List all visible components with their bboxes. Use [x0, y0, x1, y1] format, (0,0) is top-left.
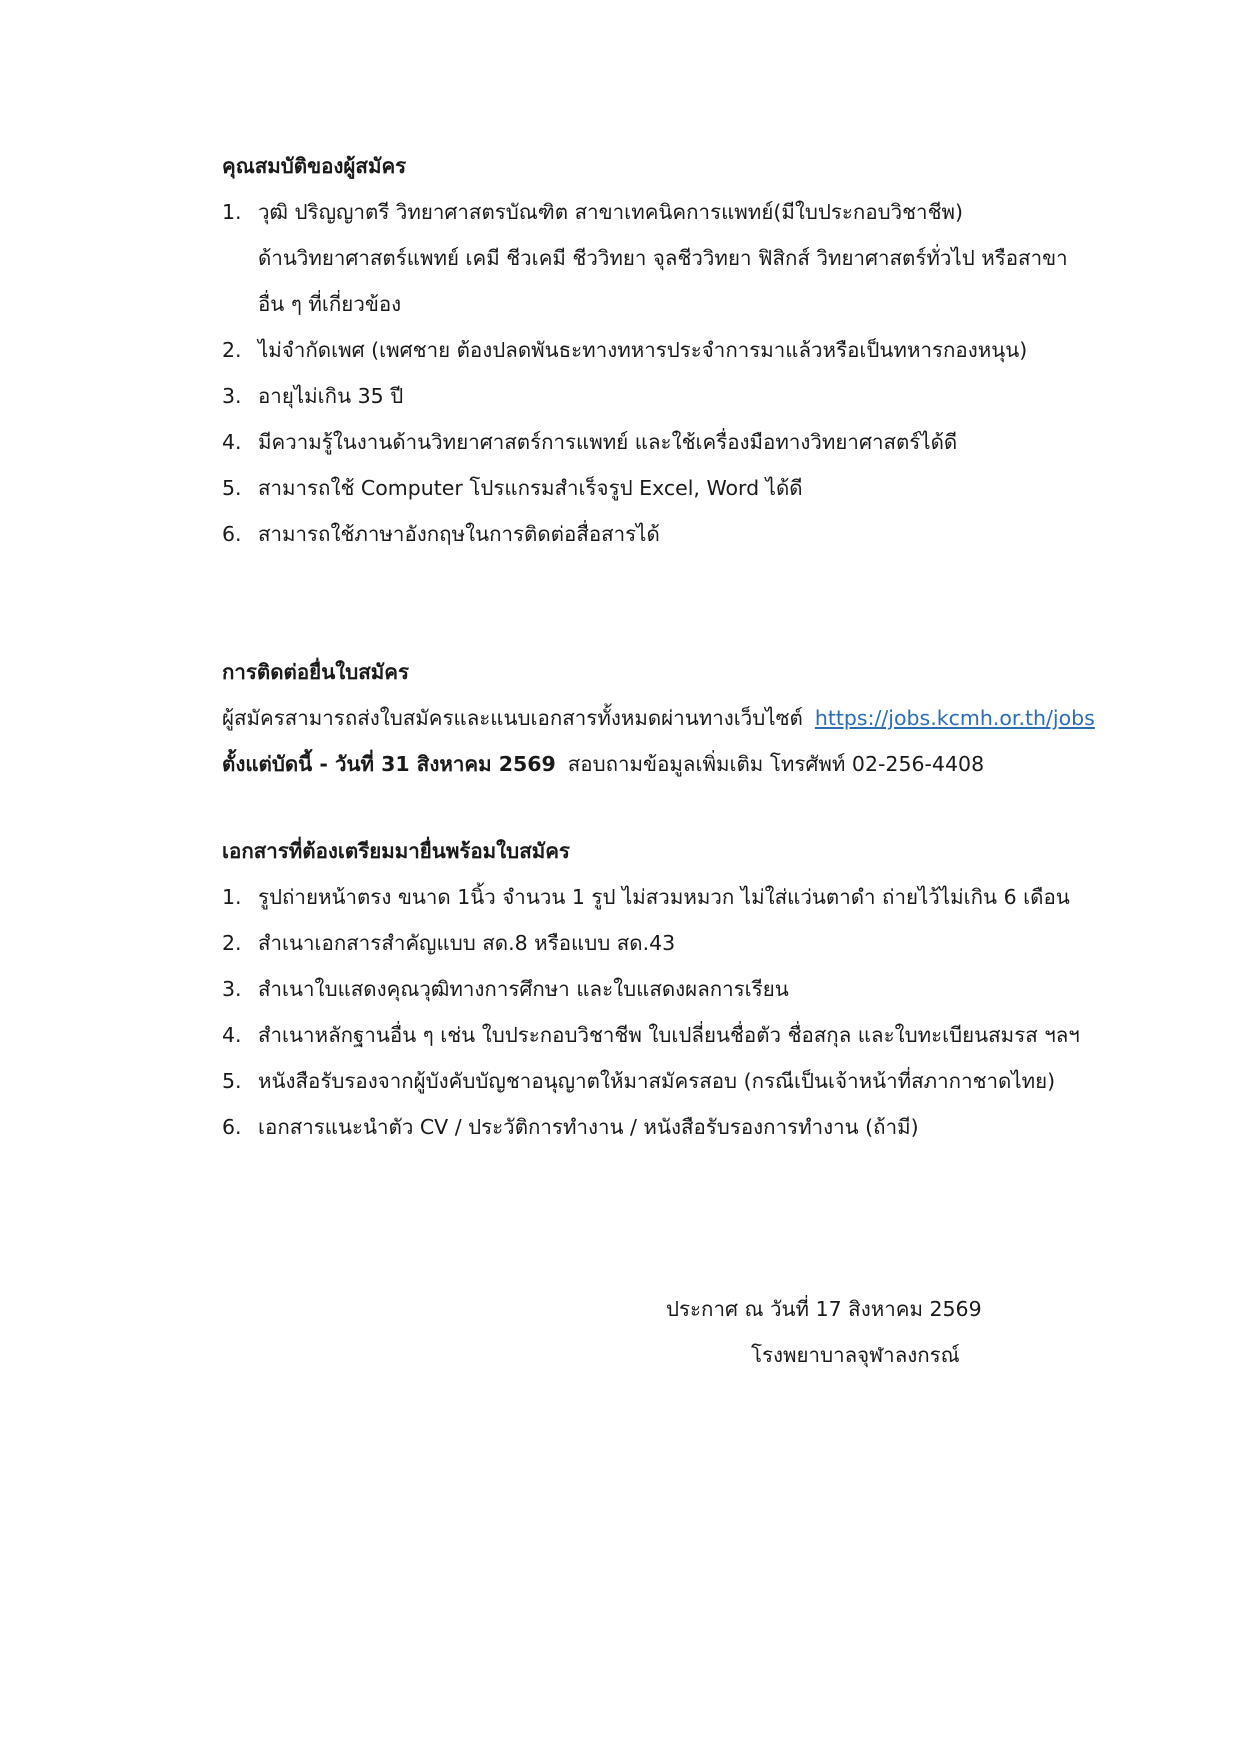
- qualification-item-4: [222, 419, 1182, 465]
- item-text: เอกสารแนะนำตัว CV / ประวัติการทำงาน / หนังสือรับรองการทำงาน (ถ้ามี): [258, 1115, 919, 1139]
- item-text: สามารถใช้ภาษาอังกฤษในการติดต่อสื่อสารได้: [258, 522, 660, 546]
- qualification-item-3: [222, 373, 1182, 419]
- item-text: ไม่จำกัดเพศ (เพศชาย ต้องปลดพันธะทางทหารประจำการมาแล้วหรือเป็นทหารกองหนุน): [258, 338, 1028, 362]
- qualification-item-6: [222, 511, 1182, 557]
- item-number: 1.: [222, 885, 242, 909]
- qualification-item-5: [222, 465, 1182, 511]
- document-item-6: [222, 1104, 1182, 1150]
- item-text-continued: ด้านวิทยาศาสตร์แพทย์ เคมี ชีวเคมี ชีววิทยา จุลชีววิทยา ฟิสิกส์ วิทยาศาสตร์ทั่วไป หรือสาขา: [258, 246, 1068, 270]
- documents-section: [222, 828, 1182, 1150]
- item-number: 2.: [222, 931, 242, 955]
- item-number: 6.: [222, 1115, 242, 1139]
- item-text: สำเนาเอกสารสำคัญแบบ สด.8 หรือแบบ สด.43: [258, 931, 676, 955]
- item-number: 3.: [222, 977, 242, 1001]
- document-item-5: [222, 1058, 1182, 1104]
- item-text: สำเนาใบแสดงคุณวุฒิทางการศึกษา และใบแสดงผลการเรียน: [258, 977, 789, 1001]
- item-number: 4.: [222, 430, 242, 454]
- documents-heading: เอกสารที่ต้องเตรียมมายื่นพร้อมใบสมัคร: [222, 839, 570, 863]
- item-number: 4.: [222, 1023, 242, 1047]
- document-item-2: [222, 920, 1182, 966]
- item-number: 3.: [222, 384, 242, 408]
- contact-phone-text: สอบถามข้อมูลเพิ่มเติม โทรศัพท์ 02-256-4408: [567, 752, 985, 776]
- item-text: วุฒิ ปริญญาตรี วิทยาศาสตรบัณฑิต สาขาเทคนิคการแพทย์(มีใบประกอบวิชาชีพ): [258, 200, 963, 224]
- application-section: [222, 649, 1182, 787]
- item-text-continued: อื่น ๆ ที่เกี่ยวข้อง: [258, 292, 402, 316]
- announcement-block: [666, 1286, 1166, 1378]
- announcement-date: ประกาศ ณ วันที่ 17 สิงหาคม 2569: [666, 1297, 982, 1321]
- document-item-1: [222, 874, 1182, 920]
- item-text: หนังสือรับรองจากผู้บังคับบัญชาอนุญาตให้มาสมัครสอบ (กรณีเป็นเจ้าหน้าที่สภากาชาดไทย): [258, 1069, 1056, 1093]
- item-text: มีความรู้ในงานด้านวิทยาศาสตร์การแพทย์ และใช้เครื่องมือทางวิทยาศาสตร์ได้ดี: [258, 430, 958, 454]
- document-item-4: [222, 1012, 1182, 1058]
- item-text: รูปถ่ายหน้าตรง ขนาด 1นิ้ว จำนวน 1 รูป ไม่สวมหมวก ไม่ใส่แว่นตาดำ ถ่ายไว้ไม่เกิน 6 เดือน: [258, 885, 1070, 909]
- item-text: อายุไม่เกิน 35 ปี: [258, 384, 404, 408]
- item-number: 2.: [222, 338, 242, 362]
- application-line-1: [222, 695, 1182, 741]
- qualifications-section: [222, 143, 1182, 557]
- application-heading: การติดต่อยื่นใบสมัคร: [222, 660, 409, 684]
- document-item-3: [222, 966, 1182, 1012]
- item-number: 1.: [222, 200, 242, 224]
- application-deadline: ตั้งแต่บัดนี้ - วันที่ 31 สิงหาคม 2569: [222, 752, 556, 776]
- item-number: 5.: [222, 476, 242, 500]
- application-line-2: [222, 741, 1182, 787]
- qualification-item-1: [222, 189, 1182, 327]
- application-instruction: ผู้สมัครสามารถส่งใบสมัครและแนบเอกสารทั้งหมดผ่านทางเว็บไซต์: [222, 706, 803, 730]
- item-number: 5.: [222, 1069, 242, 1093]
- item-number: 6.: [222, 522, 242, 546]
- qualifications-heading: คุณสมบัติของผู้สมัคร: [222, 154, 407, 178]
- item-text: สำเนาหลักฐานอื่น ๆ เช่น ใบประกอบวิชาชีพ ใบเปลี่ยนชื่อตัว ชื่อสกุล และใบทะเบียนสมรส ฯลฯ: [258, 1023, 1080, 1047]
- qualification-item-2: [222, 327, 1182, 373]
- item-text: สามารถใช้ Computer โปรแกรมสำเร็จรูป Excel, Word ได้ดี: [258, 476, 803, 500]
- jobs-website-link[interactable]: https://jobs.kcmh.or.th/jobs: [814, 706, 1095, 730]
- announcement-issuer: โรงพยาบาลจุฬาลงกรณ์: [751, 1343, 960, 1367]
